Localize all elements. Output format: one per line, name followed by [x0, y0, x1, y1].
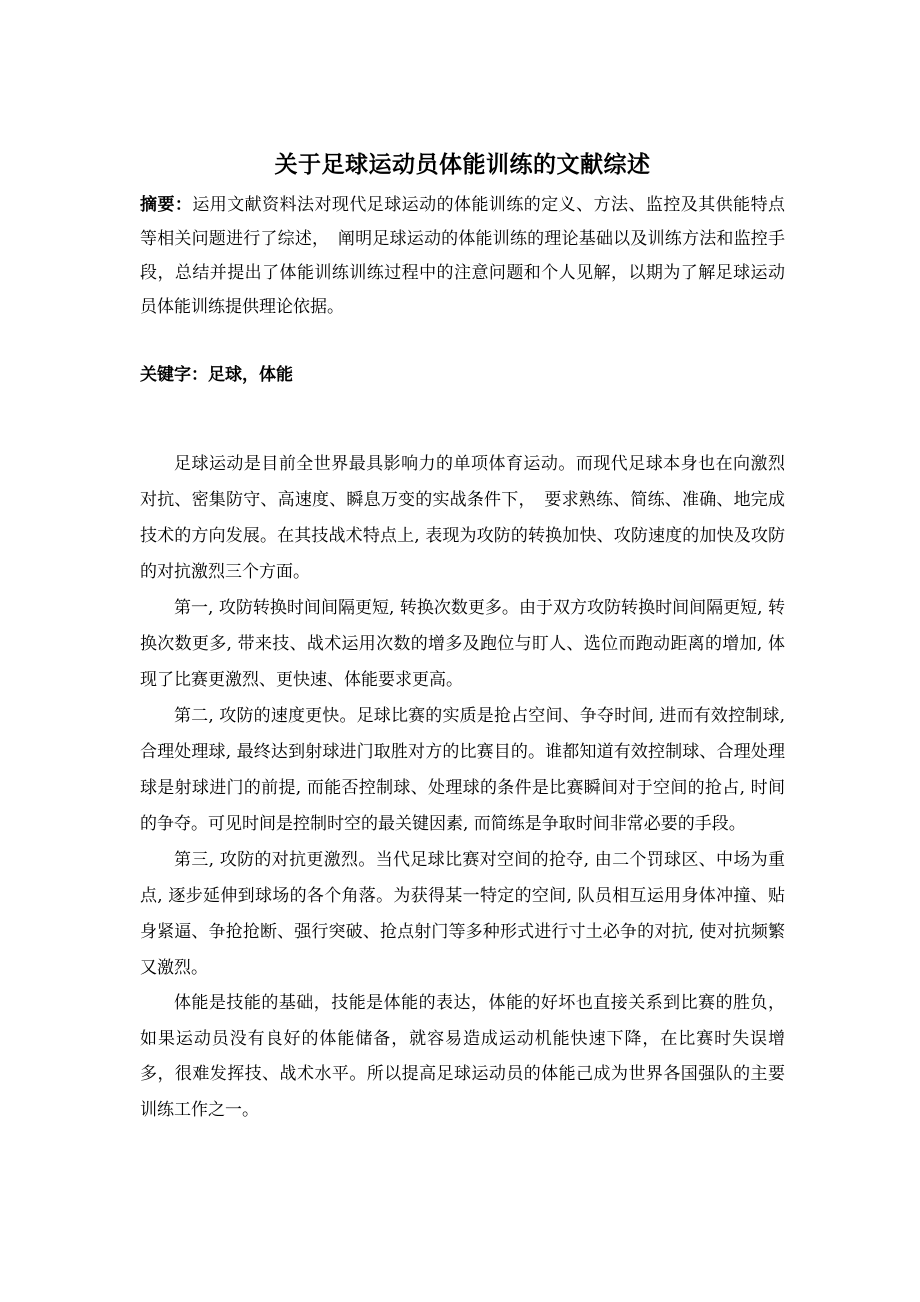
body-text	[140, 446, 785, 1128]
abstract-text: 运用文献资料法对现代足球运动的体能训练的定义、方法、监控及其供能特点等相关问题进行了综述， 阐明足球运动的体能训练的理论基础以及训练方法和监控手段，总结并提出了体能训练训练过程中的注意问题和个人见解，以期为了解足球运动员体能训练提供理论依据。	[140, 195, 786, 317]
body-paragraph: 体能是技能的基础，技能是体能的表达，体能的好坏也直接关系到比赛的胜负，如果运动员没有良好的体能储备，就容易造成运动机能快速下降，在比赛时失误增多，很难发挥技、战术水平。所以提高足球运动员的体能己成为世界各国强队的主要训练工作之一。	[140, 993, 785, 1120]
document-page	[140, 148, 785, 1128]
abstract-label: 摘要：	[140, 195, 193, 215]
body-paragraph: 第一, 攻防转换时间间隔更短, 转换次数更多。由于双方攻防转换时间间隔更短, 转换次数更多, 带来技、战术运用次数的增多及跑位与盯人、选位而跑动距离的增加, 体现了比赛更激烈、更快速、体能要求更高。	[140, 598, 785, 690]
document-title: 关于足球运动员体能训练的文献综述	[274, 152, 651, 178]
keywords: 关键字：足球，体能	[140, 365, 293, 385]
body-paragraph: 第二, 攻防的速度更快。足球比赛的实质是抢占空间、争夺时间, 进而有效控制球, 合理处理球, 最终达到射球进门取胜对方的比赛目的。谁都知道有效控制球、合理处理球是射球进门的前提, 而能否控制球、处理球的条件是比赛瞬间对于空间的抢占, 时间的争夺。可见时间是控制时空的最关键因素, 而简练是争取时间非常必要的手段。	[140, 706, 785, 834]
body-paragraph: 第三, 攻防的对抗更激烈。当代足球比赛对空间的抢夺, 由二个罚球区、中场为重点, 逐步延伸到球场的各个角落。为获得某一特定的空间, 队员相互运用身体冲撞、贴身紧逼、争抢抢断、强行突破、抢点射门等多种形式进行寸土必争的对抗, 使对抗频繁又激烈。	[140, 850, 785, 978]
body-paragraph: 足球运动是目前全世界最具影响力的单项体育运动。而现代足球本身也在向激烈对抗、密集防守、高速度、瞬息万变的实战条件下， 要求熟练、简练、准确、地完成技术的方向发展。在其技战术特点上, 表现为攻防的转换加快、攻防速度的加快及攻防的对抗激烈三个方面。	[140, 454, 785, 582]
abstract	[140, 188, 785, 324]
